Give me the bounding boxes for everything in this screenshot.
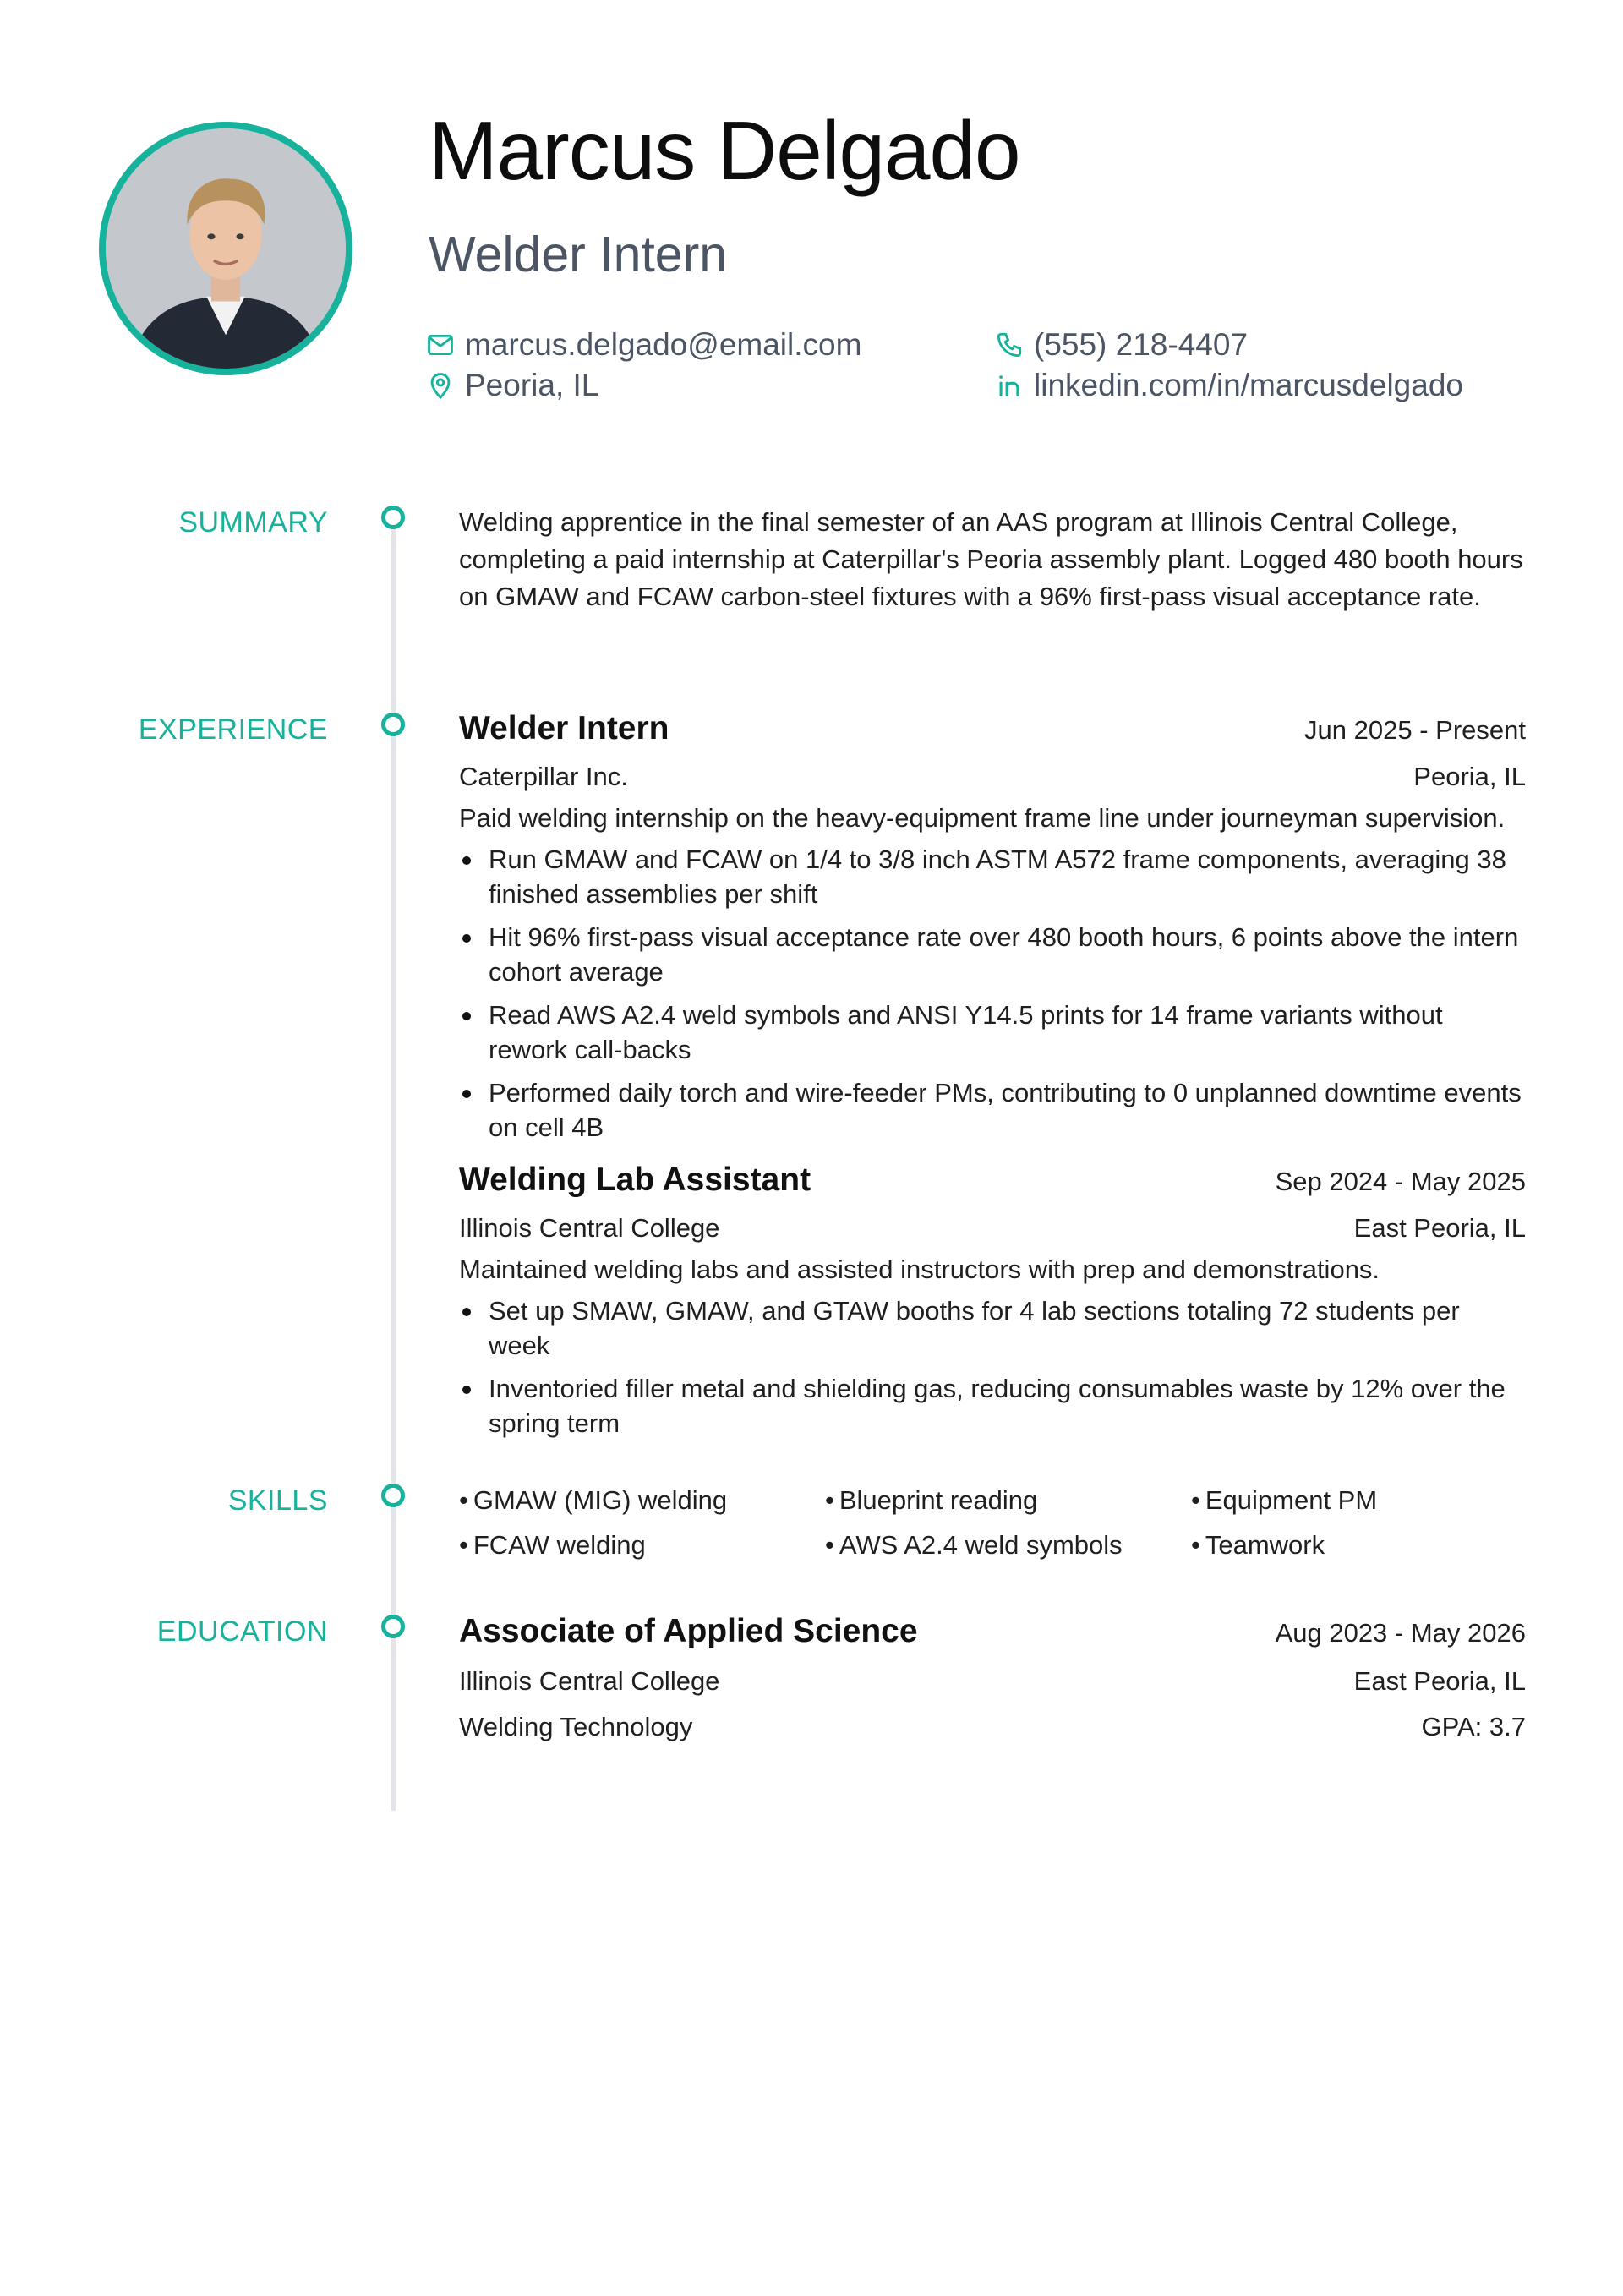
job-bullet: Inventoried filler metal and shielding gas, reducing consumables waste by 12% over the spring term <box>459 1371 1526 1440</box>
degree-title: Associate of Applied Science <box>459 1613 918 1649</box>
email-text: marcus.delgado@email.com <box>465 327 862 362</box>
skill-item: • Teamwork <box>1191 1527 1526 1564</box>
job-dates: Jun 2025 - Present <box>1304 715 1526 745</box>
job-bullets <box>459 842 1526 1145</box>
summary-text: Welding apprentice in the final semester of an AAS program at Illinois Central College, completing a paid internship at Caterpillar's Peoria assembly plant. Logged 480 booth hours on GMAW and FCAW carbon-steel fixtures with a 96% first-pass visual acceptance rate. <box>459 507 1523 611</box>
timeline-dot-education <box>381 1615 405 1638</box>
location-text: Peoria, IL <box>465 368 599 402</box>
job-location: East Peoria, IL <box>1353 1213 1526 1243</box>
job-headline: Welder Intern <box>429 227 728 282</box>
skill-item: • Blueprint reading <box>825 1482 1191 1519</box>
experience-section <box>459 710 1526 1449</box>
education-section <box>459 1613 1526 1750</box>
job-entry <box>459 710 1526 1145</box>
candidate-name: Marcus Delgado <box>429 104 1020 197</box>
skills-section <box>459 1482 1526 1564</box>
job-bullet: Hit 96% first-pass visual acceptance rate over 480 booth hours, 6 points above the intern cohort average <box>459 920 1526 989</box>
phone-icon <box>995 331 1024 359</box>
contact-location <box>426 365 598 406</box>
job-bullet: Run GMAW and FCAW on 1/4 to 3/8 inch ASTM A572 frame components, averaging 38 finished assemblies per shift <box>459 842 1526 911</box>
job-bullets <box>459 1293 1526 1440</box>
section-label-skills: SKILLS <box>227 1484 328 1517</box>
job-company: Illinois Central College <box>459 1213 720 1243</box>
timeline-dot-summary <box>381 506 405 529</box>
school-location: East Peoria, IL <box>1353 1666 1526 1696</box>
contact-phone[interactable] <box>995 325 1248 365</box>
school-name: Illinois Central College <box>459 1666 720 1696</box>
job-entry <box>459 1162 1526 1440</box>
summary-section <box>459 504 1526 615</box>
timeline-dot-skills <box>381 1484 405 1507</box>
job-bullet: Set up SMAW, GMAW, and GTAW booths for 4 lab sections totaling 72 students per week <box>459 1293 1526 1363</box>
contact-email[interactable] <box>426 325 861 365</box>
education-dates: Aug 2023 - May 2026 <box>1275 1618 1526 1648</box>
job-title: Welding Lab Assistant <box>459 1162 812 1198</box>
skill-item: • AWS A2.4 weld symbols <box>825 1527 1191 1564</box>
skill-item: • FCAW welding <box>459 1527 825 1564</box>
skills-grid <box>459 1482 1526 1564</box>
mail-icon <box>426 331 455 359</box>
timeline-dot-experience <box>381 713 405 736</box>
job-description: Maintained welding labs and assisted instructors with prep and demonstrations. <box>459 1255 1380 1284</box>
map-pin-icon <box>426 371 455 400</box>
gpa: GPA: 3.7 <box>1421 1712 1526 1741</box>
section-label-experience: EXPERIENCE <box>138 713 328 746</box>
linkedin-text: linkedin.com/in/marcusdelgado <box>1034 368 1463 402</box>
skill-item: • GMAW (MIG) welding <box>459 1482 825 1519</box>
job-dates: Sep 2024 - May 2025 <box>1275 1167 1526 1196</box>
job-location: Peoria, IL <box>1413 762 1526 791</box>
section-label-education: EDUCATION <box>156 1615 328 1648</box>
job-company: Caterpillar Inc. <box>459 762 628 791</box>
job-title: Welder Intern <box>459 710 669 746</box>
job-description: Paid welding internship on the heavy-equipment frame line under journeyman supervision. <box>459 803 1506 833</box>
section-label-summary: SUMMARY <box>178 506 328 538</box>
linkedin-icon <box>995 371 1024 400</box>
job-bullet: Read AWS A2.4 weld symbols and ANSI Y14.5 prints for 14 frame variants without rework call-backs <box>459 998 1526 1067</box>
skill-item: • Equipment PM <box>1191 1482 1526 1519</box>
contact-linkedin[interactable] <box>995 365 1463 406</box>
profile-photo <box>99 122 352 375</box>
job-bullet: Performed daily torch and wire-feeder PMs, contributing to 0 unplanned downtime events on cell 4B <box>459 1075 1526 1145</box>
portrait-image <box>106 128 346 369</box>
field-of-study: Welding Technology <box>459 1712 693 1741</box>
phone-text: (555) 218-4407 <box>1034 327 1249 362</box>
